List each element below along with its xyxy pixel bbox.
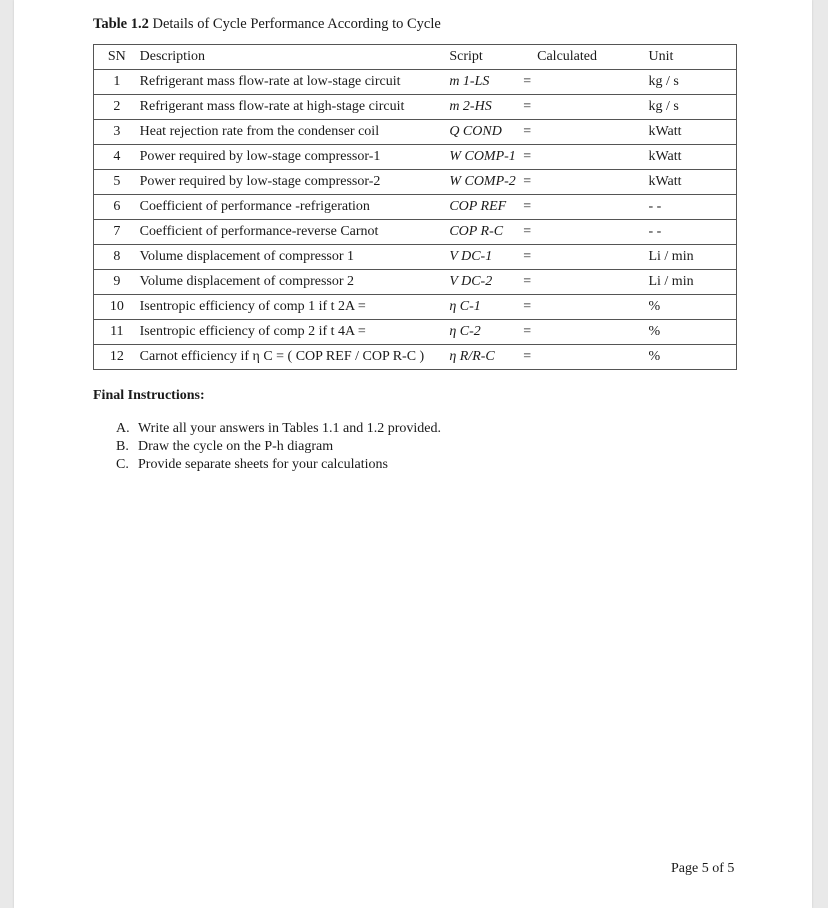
header-script: Script: [449, 45, 517, 70]
row-equals: =: [517, 345, 537, 370]
table-row: [94, 145, 737, 170]
row-script: W COMP-1: [449, 145, 517, 170]
row-script: W COMP-2: [449, 170, 517, 195]
final-instructions-heading: Final Instructions:: [93, 388, 205, 403]
row-unit: kWatt: [648, 120, 736, 145]
row-unit: kWatt: [648, 145, 736, 170]
table-row: [94, 70, 737, 95]
row-description: Isentropic efficiency of comp 2 if t 4A =: [140, 320, 450, 345]
row-script: COP REF: [449, 195, 517, 220]
row-script: η C-2: [449, 320, 517, 345]
row-description: Power required by low-stage compressor-2: [140, 170, 450, 195]
row-calculated: [537, 295, 648, 320]
row-sn: 8: [94, 245, 140, 270]
row-sn: 4: [94, 145, 140, 170]
row-sn: 9: [94, 270, 140, 295]
row-description: Refrigerant mass flow-rate at high-stage circuit: [140, 95, 450, 120]
instruction-label: C.: [116, 457, 129, 472]
row-description: Heat rejection rate from the condenser coil: [140, 120, 450, 145]
row-equals: =: [517, 95, 537, 120]
instruction-text: Provide separate sheets for your calculations: [138, 457, 388, 472]
row-equals: =: [517, 245, 537, 270]
row-equals: =: [517, 295, 537, 320]
header-calculated: Calculated: [537, 45, 648, 70]
row-calculated: [537, 345, 648, 370]
cycle-performance-table: [93, 44, 737, 370]
row-script: V DC-1: [449, 245, 517, 270]
instruction-item: [116, 456, 441, 474]
row-sn: 2: [94, 95, 140, 120]
table-row: [94, 320, 737, 345]
row-description: Carnot efficiency if η C = ( COP REF / COP R-C ): [140, 345, 450, 370]
row-equals: =: [517, 270, 537, 295]
header-eq-spacer: [517, 45, 537, 70]
row-equals: =: [517, 145, 537, 170]
table-caption-text: Details of Cycle Performance According to Cycle: [152, 16, 441, 32]
row-script: m 2-HS: [449, 95, 517, 120]
table-row: [94, 120, 737, 145]
row-equals: =: [517, 170, 537, 195]
row-calculated: [537, 170, 648, 195]
table-row: [94, 270, 737, 295]
instruction-text: Draw the cycle on the P-h diagram: [138, 439, 334, 454]
table-row: [94, 345, 737, 370]
row-sn: 7: [94, 220, 140, 245]
row-unit: %: [648, 295, 736, 320]
row-calculated: [537, 320, 648, 345]
table-header-row: [94, 45, 737, 70]
header-description: Description: [140, 45, 450, 70]
row-unit: kg / s: [648, 95, 736, 120]
instruction-item: [116, 420, 441, 438]
row-description: Coefficient of performance -refrigeration: [140, 195, 450, 220]
row-calculated: [537, 270, 648, 295]
row-equals: =: [517, 220, 537, 245]
row-unit: %: [648, 320, 736, 345]
header-unit: Unit: [648, 45, 736, 70]
row-sn: 10: [94, 295, 140, 320]
row-sn: 6: [94, 195, 140, 220]
page-number: Page 5 of 5: [671, 861, 735, 876]
table-row: [94, 170, 737, 195]
row-calculated: [537, 70, 648, 95]
row-script: m 1-LS: [449, 70, 517, 95]
row-script: η R/R-C: [449, 345, 517, 370]
table-caption: [93, 16, 441, 33]
table-row: [94, 195, 737, 220]
row-unit: Li / min: [648, 245, 736, 270]
instruction-label: A.: [116, 421, 130, 436]
table-row: [94, 95, 737, 120]
header-sn: SN: [94, 45, 140, 70]
row-sn: 11: [94, 320, 140, 345]
row-calculated: [537, 95, 648, 120]
row-sn: 3: [94, 120, 140, 145]
row-unit: - -: [648, 195, 736, 220]
row-description: Volume displacement of compressor 1: [140, 245, 450, 270]
row-equals: =: [517, 120, 537, 145]
row-script: η C-1: [449, 295, 517, 320]
row-calculated: [537, 245, 648, 270]
row-sn: 12: [94, 345, 140, 370]
instruction-text: Write all your answers in Tables 1.1 and 1.2 provided.: [138, 421, 442, 436]
table-caption-label: Table 1.2: [93, 16, 149, 32]
table-row: [94, 220, 737, 245]
row-description: Volume displacement of compressor 2: [140, 270, 450, 295]
row-description: Refrigerant mass flow-rate at low-stage circuit: [140, 70, 450, 95]
row-script: V DC-2: [449, 270, 517, 295]
instruction-item: [116, 438, 441, 456]
row-unit: Li / min: [648, 270, 736, 295]
instruction-label: B.: [116, 439, 129, 454]
table-row: [94, 245, 737, 270]
row-calculated: [537, 145, 648, 170]
instructions-list: [116, 420, 441, 474]
row-sn: 5: [94, 170, 140, 195]
row-sn: 1: [94, 70, 140, 95]
row-unit: kg / s: [648, 70, 736, 95]
row-unit: - -: [648, 220, 736, 245]
row-unit: kWatt: [648, 170, 736, 195]
row-calculated: [537, 120, 648, 145]
table-row: [94, 295, 737, 320]
row-equals: =: [517, 320, 537, 345]
row-description: Isentropic efficiency of comp 1 if t 2A =: [140, 295, 450, 320]
row-script: COP R-C: [449, 220, 517, 245]
row-script: Q COND: [449, 120, 517, 145]
row-description: Coefficient of performance-reverse Carnot: [140, 220, 450, 245]
row-unit: %: [648, 345, 736, 370]
row-calculated: [537, 220, 648, 245]
row-description: Power required by low-stage compressor-1: [140, 145, 450, 170]
row-equals: =: [517, 195, 537, 220]
row-calculated: [537, 195, 648, 220]
row-equals: =: [517, 70, 537, 95]
